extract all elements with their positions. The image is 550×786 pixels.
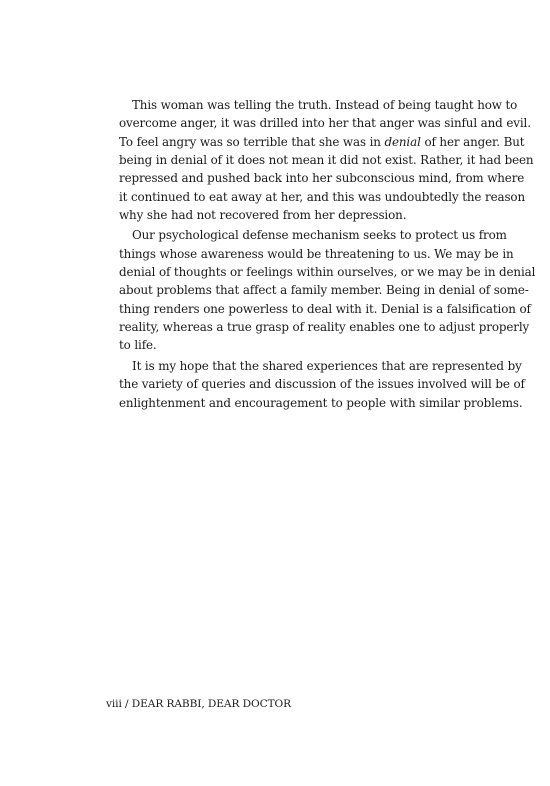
paragraph-2	[106, 226, 536, 354]
emphasized-word: denial	[384, 134, 421, 149]
paragraph-3	[106, 357, 525, 412]
text-run: To feel angry was so terrible that she was in	[119, 134, 385, 149]
text-line: overcome anger, it was drilled into her that anger was sinful and evil.	[119, 116, 531, 131]
text-line: being in denial of it does not mean it did not exist. Rather, it had been	[119, 153, 534, 168]
text-run: of her anger. But	[420, 134, 525, 149]
paragraph-1	[106, 96, 534, 224]
text-line: to life.	[119, 338, 157, 353]
body-text	[106, 96, 536, 412]
text-line: enlightenment and encouragement to people with similar problems.	[119, 395, 523, 410]
text-line: It is my hope that the shared experiences that are represented by	[132, 358, 522, 373]
text-line: repressed and pushed back into her subconscious mind, from where	[119, 171, 525, 186]
text-line: why she had not recovered from her depression.	[119, 208, 407, 223]
text-line: reality, whereas a true grasp of reality enables one to adjust properly	[119, 320, 530, 335]
text-line: it continued to eat away at her, and this was undoubtedly the reason	[119, 189, 526, 204]
running-footer: viii / DEAR RABBI, DEAR DOCTOR	[106, 698, 292, 710]
text-line: the variety of queries and discussion of the issues involved will be of	[119, 377, 525, 392]
text-line: thing renders one powerless to deal with it. Denial is a falsification of	[119, 301, 531, 316]
text-line: things whose awareness would be threatening to us. We may be in	[119, 246, 514, 261]
text-line-with-emphasis	[106, 133, 525, 151]
text-line: about problems that affect a family member. Being in denial of some-	[119, 283, 529, 298]
text-line: denial of thoughts or feelings within ourselves, or we may be in denial	[119, 265, 536, 280]
text-line: This woman was telling the truth. Instead of being taught how to	[132, 98, 518, 112]
text-line: Our psychological defense mechanism seeks to protect us from	[132, 228, 507, 243]
